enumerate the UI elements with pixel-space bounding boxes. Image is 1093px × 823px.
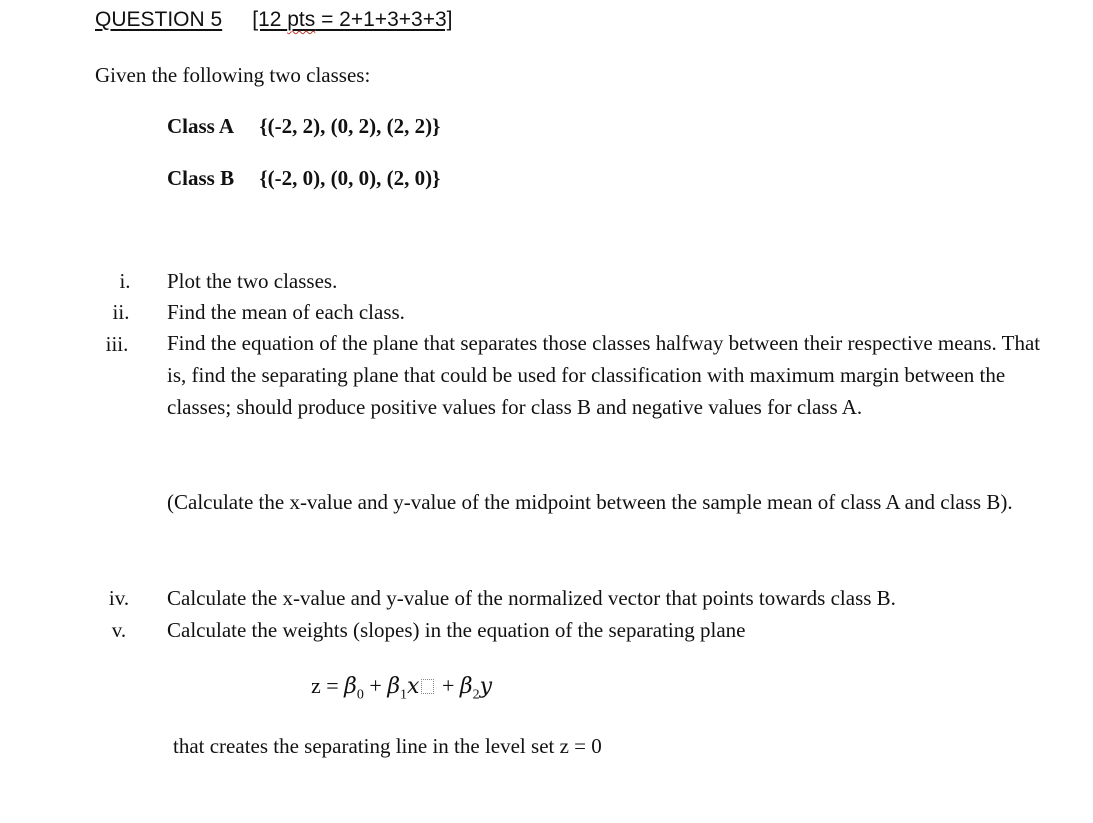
beta-2: β [459, 674, 473, 699]
level-set-text: that creates the separating line in the level set z = 0 [173, 734, 602, 758]
class-b-row [167, 168, 440, 189]
task-text-4: Calculate the x-value and y-value of the normalized vector that points towards class B. [167, 586, 896, 610]
midpoint-hint: (Calculate the x-value and y-value of the midpoint between the sample mean of class A and class B). [167, 490, 1013, 514]
points-open: [12 [252, 8, 288, 31]
task-text-1: Plot the two classes. [167, 269, 338, 293]
plane-equation [311, 673, 492, 703]
class-b-set: {(-2, 0), (0, 0), (2, 0)} [259, 166, 441, 190]
intro-text: Given the following two classes: [95, 63, 371, 87]
class-b-label: Class B [167, 166, 235, 190]
points-breakdown: = 2+1+3+3+3] [315, 8, 453, 31]
task-text-5: Calculate the weights (slopes) in the equation of the separating plane [167, 618, 746, 642]
variable-y: y [479, 674, 493, 699]
variable-x: x [407, 674, 420, 699]
points-word: pts [287, 8, 316, 31]
class-a-set: {(-2, 2), (0, 2), (2, 2)} [259, 114, 441, 138]
plus-sign-2: + [436, 673, 460, 698]
beta-1-subscript: 1 [400, 687, 408, 703]
placeholder-box [421, 679, 434, 694]
beta-1: β [387, 674, 401, 699]
beta-0: β [344, 674, 357, 699]
task-num-5: v. [111, 618, 127, 642]
plus-sign-1: + [363, 673, 388, 698]
question-header [95, 8, 452, 32]
task-text-2: Find the mean of each class. [167, 300, 405, 324]
class-a-row [167, 116, 440, 137]
question-number: QUESTION 5 [95, 8, 223, 31]
equation-lhs: z = [311, 673, 345, 698]
task-num-1: i. [119, 269, 131, 293]
task-num-3: iii. [105, 332, 129, 356]
class-a-label: Class A [167, 114, 235, 138]
task-num-4: iv. [108, 586, 130, 610]
task-num-2: ii. [112, 300, 130, 324]
beta-0-subscript: 0 [356, 687, 364, 703]
task-text-3: Find the equation of the plane that separates those classes halfway between their respective means. That is, find the separating plane that could be used for classification with maximum margin between the classes; should produce positive values for class B and negative values for class A. [167, 331, 1041, 419]
beta-2-subscript: 2 [472, 687, 480, 703]
